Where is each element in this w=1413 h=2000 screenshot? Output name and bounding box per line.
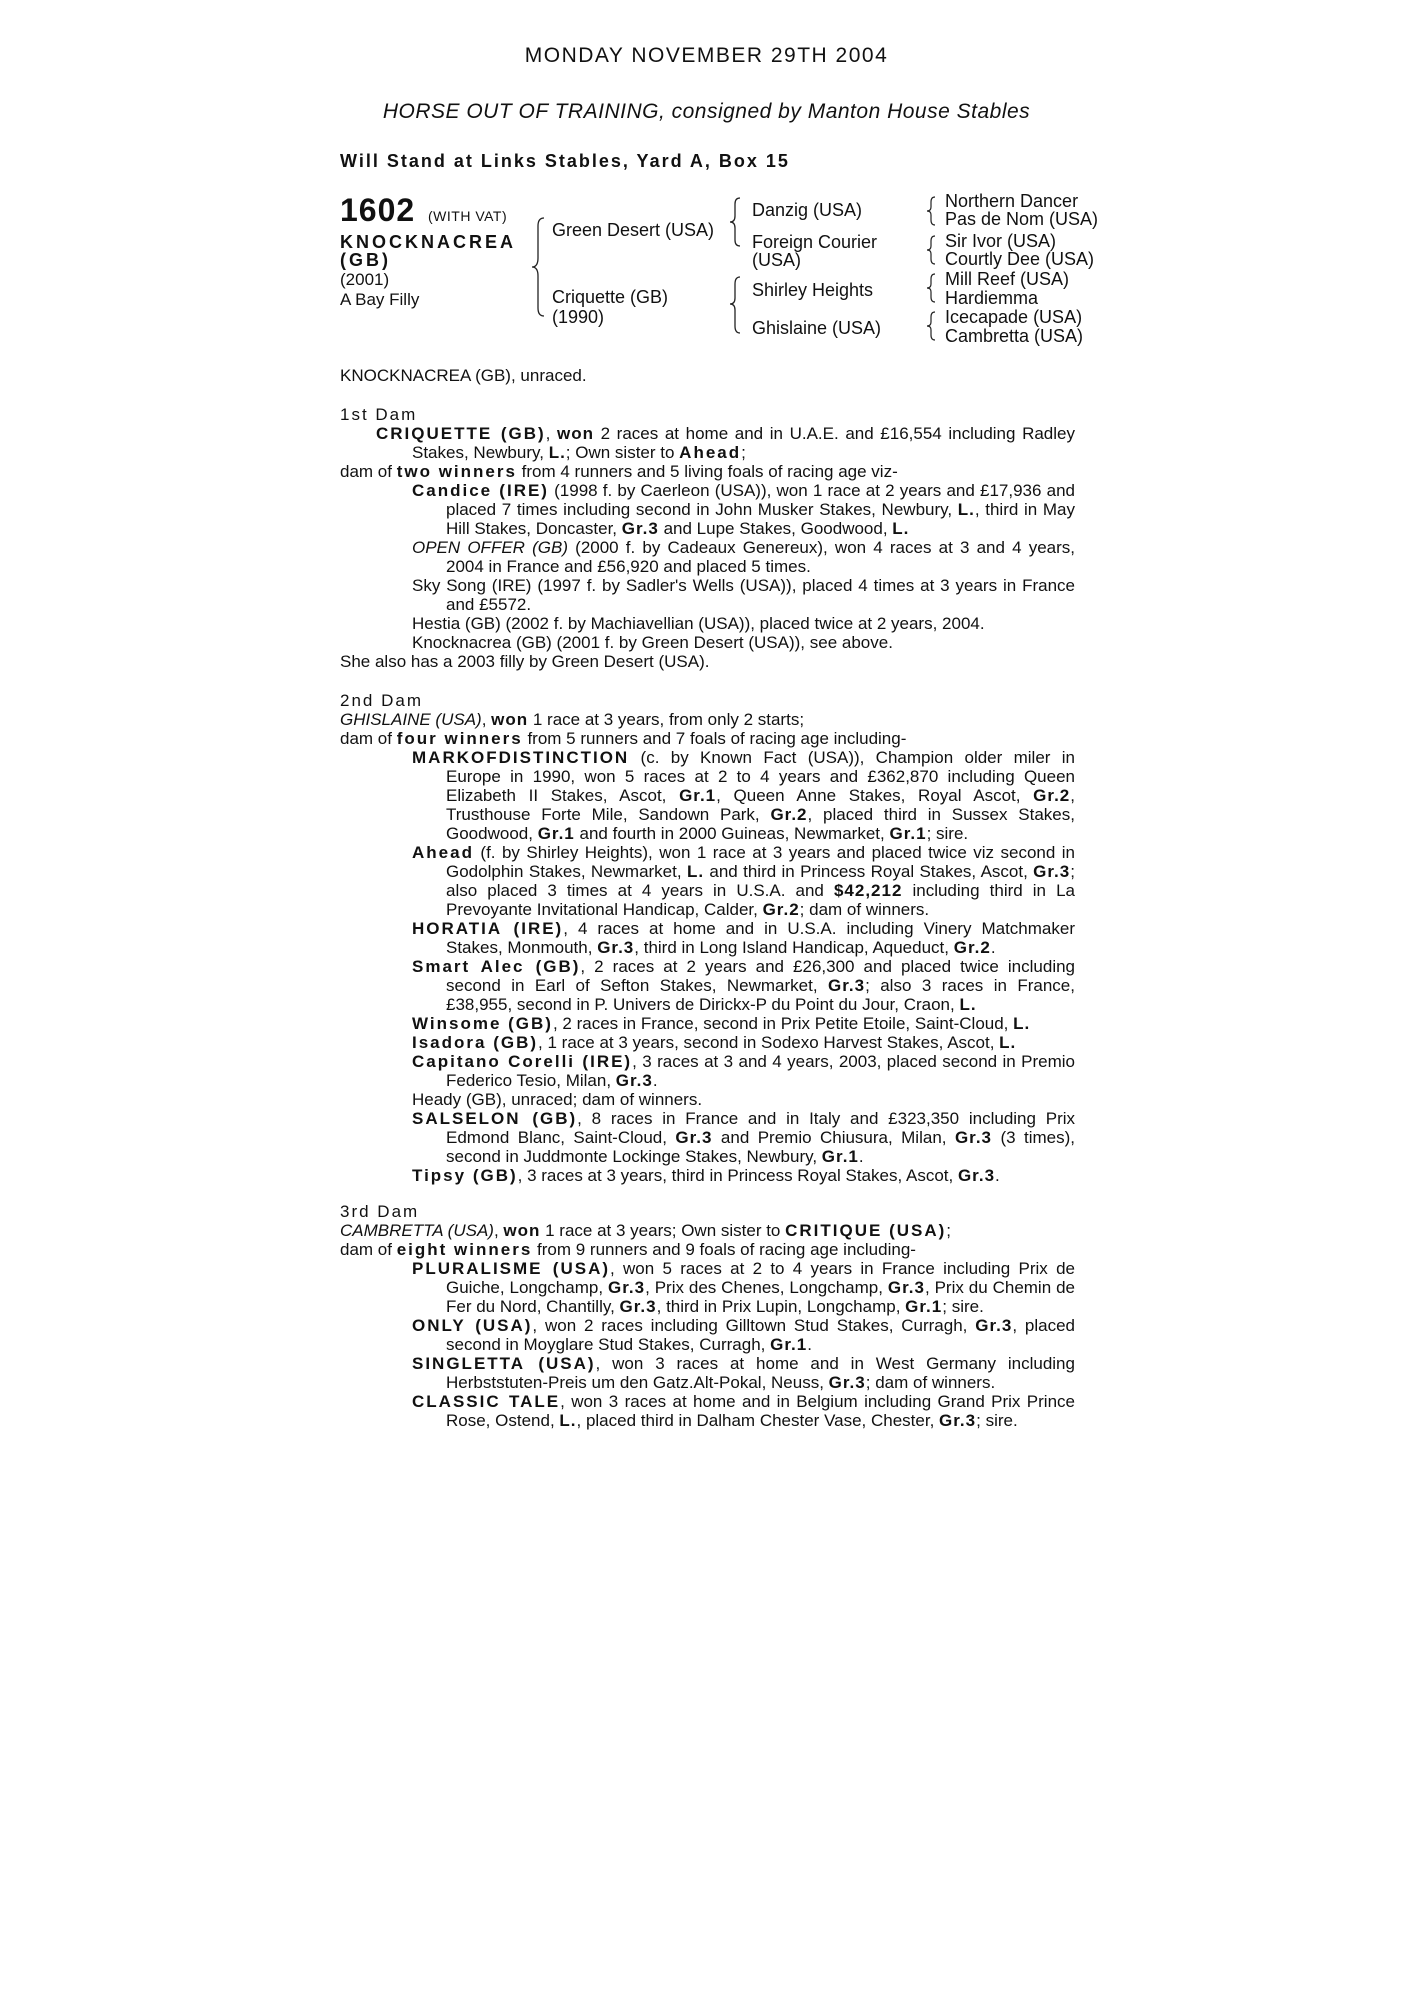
second-dam-produce-summary: dam of four winners from 5 runners and 7 foals of racing age including- [340, 729, 907, 748]
consignor-line: HORSE OUT OF TRAINING, consigned by Manton House Stables [382, 100, 1031, 123]
pedigree-dds: Icecapade (USA) [945, 307, 1083, 327]
produce-entry: Tipsy (GB), 3 races at 3 years, third in Princess Royal Stakes, Ascot, Gr.3. [412, 1166, 1000, 1185]
produce-entry: Ahead (f. by Shirley Heights), won 1 race at 3 years and placed twice viz second in Godolphin Stakes, Newmarket, L. and third in Princess Royal Stakes, Ascot, Gr.3; also placed 3 times at 4 years in U.S.A. and $42,212 including third in La Prevoyante Invitational Handicap, Calder, Gr.2; dam of winners. [412, 843, 1075, 919]
heady-produce [340, 1109, 1075, 1185]
pedigree-sire: Green Desert (USA) [552, 220, 715, 240]
pedigree-brace-sire [728, 192, 752, 252]
pedigree-dam-dam: Ghislaine (USA) [752, 318, 882, 338]
third-dam-section [340, 1202, 1075, 1430]
ahead-produce [340, 919, 1075, 1090]
produce-entry: ONLY (USA), won 2 races including Gilltown Stud Stakes, Curragh, Gr.3, placed second in Moyglare Stud Stakes, Curragh, Gr.1. [412, 1316, 1075, 1354]
produce-entry: OPEN OFFER (GB) (2000 f. by Cadeaux Genereux), won 4 races at 3 and 4 years, 2004 in France and £56,920 and placed 5 times. [412, 538, 1076, 576]
pedigree-sire-sire: Danzig (USA) [752, 200, 863, 220]
produce-entry: Capitano Corelli (IRE), 3 races at 3 and 4 years, 2003, placed second in Premio Federico Tesio, Milan, Gr.3. [412, 1052, 1075, 1090]
third-dam-summary: CAMBRETTA (USA), won 1 race at 3 years; Own sister to CRITIQUE (USA); [340, 1221, 952, 1240]
produce-entry: Heady (GB), unraced; dam of winners. [412, 1090, 703, 1109]
sale-date: MONDAY NOVEMBER 29TH 2004 [524, 44, 889, 67]
pedigree-sire-dam-line1: Foreign Courier [752, 232, 878, 252]
pedigree-sdd: Courtly Dee (USA) [945, 249, 1095, 269]
produce-entry: Isadora (GB), 1 race at 3 years, second in Sodexo Harvest Stakes, Ascot, L. [412, 1033, 1017, 1052]
pedigree-dam-sire: Shirley Heights [752, 280, 874, 300]
vat-note: (WITH VAT) [428, 208, 508, 224]
produce-entry: Winsome (GB), 2 races in France, second in Prix Petite Etoile, Saint-Cloud, L. [412, 1014, 1031, 1033]
pedigree-brace-dam [728, 270, 752, 340]
pedigree-sss: Northern Dancer [945, 191, 1079, 211]
produce-entry: Hestia (GB) (2002 f. by Machiavellian (USA)), placed twice at 2 years, 2004. [412, 614, 985, 633]
first-dam-section [340, 405, 1075, 671]
produce-entry: Candice (IRE) (1998 f. by Caerleon (USA)), won 1 race at 2 years and £17,936 and placed 7 times including second in John Musker Stakes, Newbury, L., third in May Hill Stakes, Doncaster, Gr.3 and Lupe Stakes, Goodwood, L. [412, 481, 1075, 538]
pedigree-dss: Mill Reef (USA) [945, 269, 1070, 289]
horse-year: (2001) [340, 270, 390, 289]
pedigree-dsd: Hardiemma [945, 288, 1039, 308]
horse-description: A Bay Filly [340, 290, 420, 309]
second-dam-section [340, 691, 1075, 1185]
produce-entry: MARKOFDISTINCTION (c. by Known Fact (USA)), Champion older miler in Europe in 1990, won 5 races at 2 to 4 years and £362,870 including Queen Elizabeth II Stakes, Ascot, Gr.1, Queen Anne Stakes, Royal Ascot, Gr.2, Trusthouse Forte Mile, Sandown Park, Gr.2, placed third in Sussex Stakes, Goodwood, Gr.1 and fourth in 2000 Guineas, Newmarket, Gr.1; sire. [412, 748, 1075, 843]
produce-entry: HORATIA (IRE), 4 races at home and in U.S.A. including Vinery Matchmaker Stakes, Monmouth, Gr.3, third in Long Island Handicap, Aqueduct, Gr.2. [412, 919, 1075, 957]
lot-number: 1602 [340, 192, 416, 228]
race-record: KNOCKNACREA (GB), unraced. [340, 366, 587, 385]
horse-name-line1: KNOCKNACREA [340, 232, 516, 252]
produce-entry: PLURALISME (USA), won 5 races at 2 to 4 years in France including Prix de Guiche, Longchamp, Gr.3, Prix des Chenes, Longchamp, Gr.3, Prix du Chemin de Fer du Nord, Chantilly, Gr.3, third in Prix Lupin, Longchamp, Gr.1; sire. [412, 1259, 1075, 1316]
pedigree-brace-dd [925, 308, 943, 344]
produce-entry: Knocknacrea (GB) (2001 f. by Green Desert (USA)), see above. [412, 633, 893, 652]
first-dam-produce-summary: dam of two winners from 4 runners and 5 living foals of racing age viz- [340, 462, 898, 481]
produce-entry: Sky Song (IRE) (1997 f. by Sadler's Wells (USA)), placed 4 times at 3 years in France and £5572. [412, 576, 1075, 614]
produce-entry: Smart Alec (GB), 2 races at 2 years and £26,300 and placed twice including second in Earl of Sefton Stakes, Newmarket, Gr.3; also 3 races in France, £38,955, second in P. Univers de Dirickx-P du Point du Jour, Craon, L. [412, 957, 1076, 1014]
pedigree-dam-line2: (1990) [552, 307, 605, 327]
second-dam-summary: GHISLAINE (USA), won 1 race at 3 years, from only 2 starts; [340, 710, 805, 729]
pedigree-dam-line1: Criquette (GB) [552, 287, 669, 307]
produce-entry: CLASSIC TALE, won 3 races at home and in Belgium including Grand Prix Prince Rose, Ostend, L., placed third in Dalham Chester Vase, Chester, Gr.3; sire. [412, 1392, 1075, 1430]
horse-name-line2: (GB) [340, 250, 391, 270]
horse-name [340, 233, 516, 269]
pedigree-sire-dam-line2: (USA) [752, 250, 801, 270]
pedigree-ddd: Cambretta (USA) [945, 326, 1084, 346]
first-dam-title: 1st Dam [340, 405, 418, 424]
produce-entry: SINGLETTA (USA), won 3 races at home and in West Germany including Herbststuten-Preis um den Gatz.Alt-Pokal, Neuss, Gr.3; dam of winners. [412, 1354, 1075, 1392]
stable-location: Will Stand at Links Stables, Yard A, Box 15 [340, 151, 790, 171]
third-dam-produce-summary: dam of eight winners from 9 runners and 9 foals of racing age including- [340, 1240, 916, 1259]
pedigree-sds: Sir Ivor (USA) [945, 231, 1057, 251]
produce-entry: SALSELON (GB), 8 races in France and in Italy and £323,350 including Prix Edmond Blanc, Saint-Cloud, Gr.3 and Premio Chiusura, Milan, Gr.3 (3 times), second in Juddmonte Lockinge Stakes, Newbury, Gr.1. [412, 1109, 1076, 1166]
pedigree-brace-sd [925, 232, 943, 268]
produce-note: She also has a 2003 filly by Green Desert (USA). [340, 652, 710, 671]
first-dam-summary: CRIQUETTE (GB), won 2 races at home and in U.A.E. and £16,554 including Radley Stakes, Newbury, L.; Own sister to Ahead; [376, 424, 1075, 462]
third-dam-title: 3rd Dam [340, 1202, 420, 1221]
second-dam-title: 2nd Dam [340, 691, 423, 710]
pedigree-ssd: Pas de Nom (USA) [945, 209, 1099, 229]
pedigree-brace-ds [925, 270, 943, 306]
pedigree-brace-ss [925, 193, 943, 229]
